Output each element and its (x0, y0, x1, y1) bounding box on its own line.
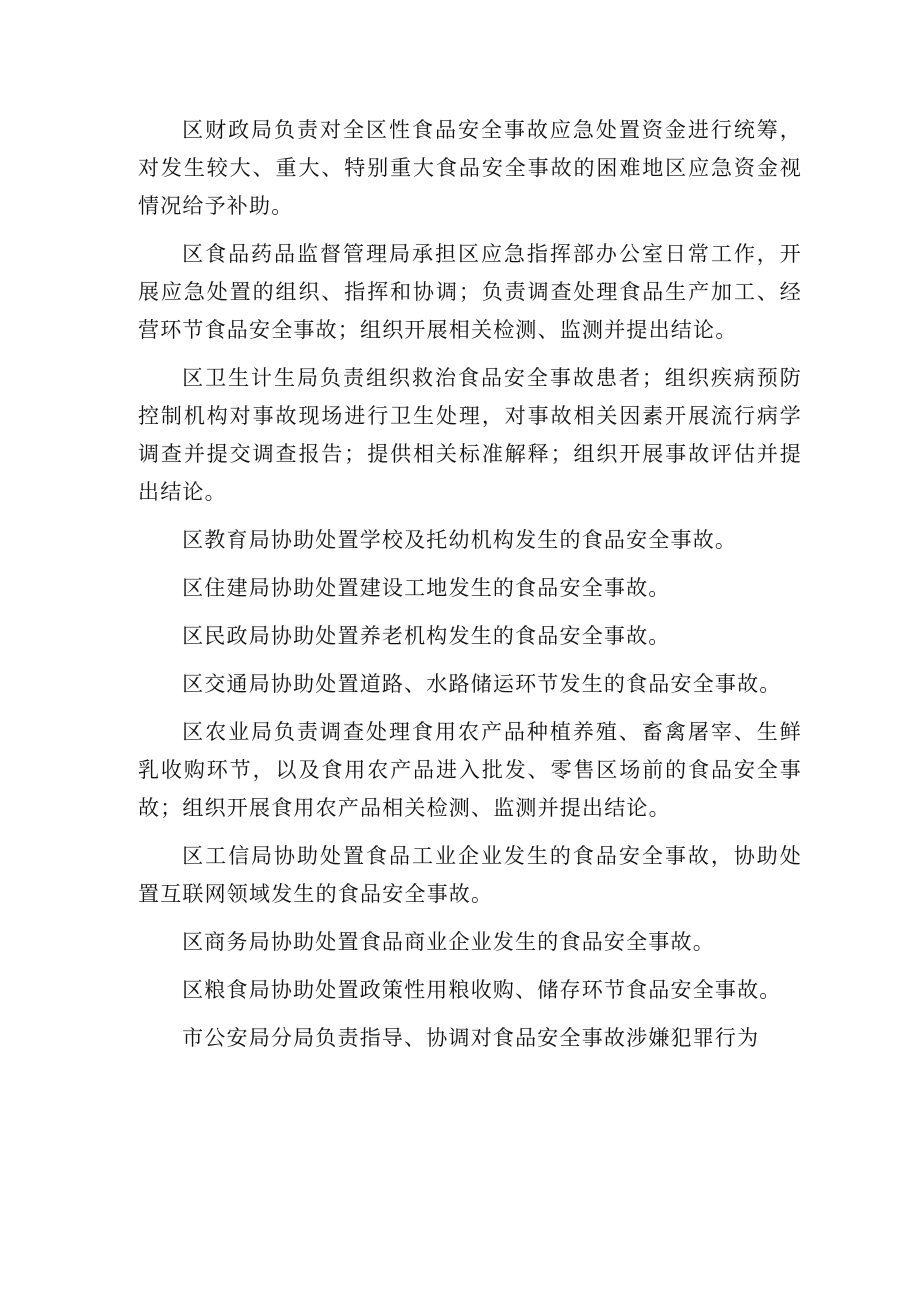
paragraph-construction-bureau: 区住建局协助处置建设工地发生的食品安全事故。 (182, 576, 671, 600)
paragraph-grain-bureau: 区粮食局协助处置政策性用粮收购、储存环节食品安全事故。 (182, 978, 782, 1002)
paragraph-health-bureau: 区卫生计生局负责组织救治食品安全事故患者；组织疾病预防控制机构对事故现场进行卫生处理，对事故相关因素开展流行病学调查并提交调查报告；提供相关标准解释；组织开展事故评估并提出结论。 (138, 366, 802, 504)
paragraph-commerce-bureau: 区商务局协助处置食品商业企业发生的食品安全事故。 (182, 930, 715, 954)
paragraph-agriculture-bureau: 区农业局负责调查处理食用农产品种植养殖、畜禽屠宰、生鲜乳收购环节，以及食用农产品进入批发、零售区场前的食品安全事故；组织开展食用农产品相关检测、监测并提出结论。 (138, 720, 802, 820)
paragraph-civil-affairs-bureau: 区民政局协助处置养老机构发生的食品安全事故。 (182, 624, 671, 648)
paragraph-finance-bureau: 区财政局负责对全区性食品安全事故应急处置资金进行统筹，对发生较大、重大、特别重大食品安全事故的困难地区应急资金视情况给予补助。 (138, 118, 802, 218)
paragraph-education-bureau: 区教育局协助处置学校及托幼机构发生的食品安全事故。 (182, 528, 738, 552)
paragraph-transport-bureau: 区交通局协助处置道路、水路储运环节发生的食品安全事故。 (182, 672, 782, 696)
document-body (138, 111, 802, 1067)
paragraph-food-drug-bureau: 区食品药品监督管理局承担区应急指挥部办公室日常工作，开展应急处置的组织、指挥和协调；负责调查处理食品生产加工、经营环节食品安全事故；组织开展相关检测、监测并提出结论。 (138, 242, 802, 342)
paragraph-industry-it-bureau: 区工信局协助处置食品工业企业发生的食品安全事故，协助处置互联网领域发生的食品安全事故。 (138, 844, 802, 906)
paragraph-public-security-bureau: 市公安局分局负责指导、协调对食品安全事故涉嫌犯罪行为 (182, 1026, 760, 1050)
